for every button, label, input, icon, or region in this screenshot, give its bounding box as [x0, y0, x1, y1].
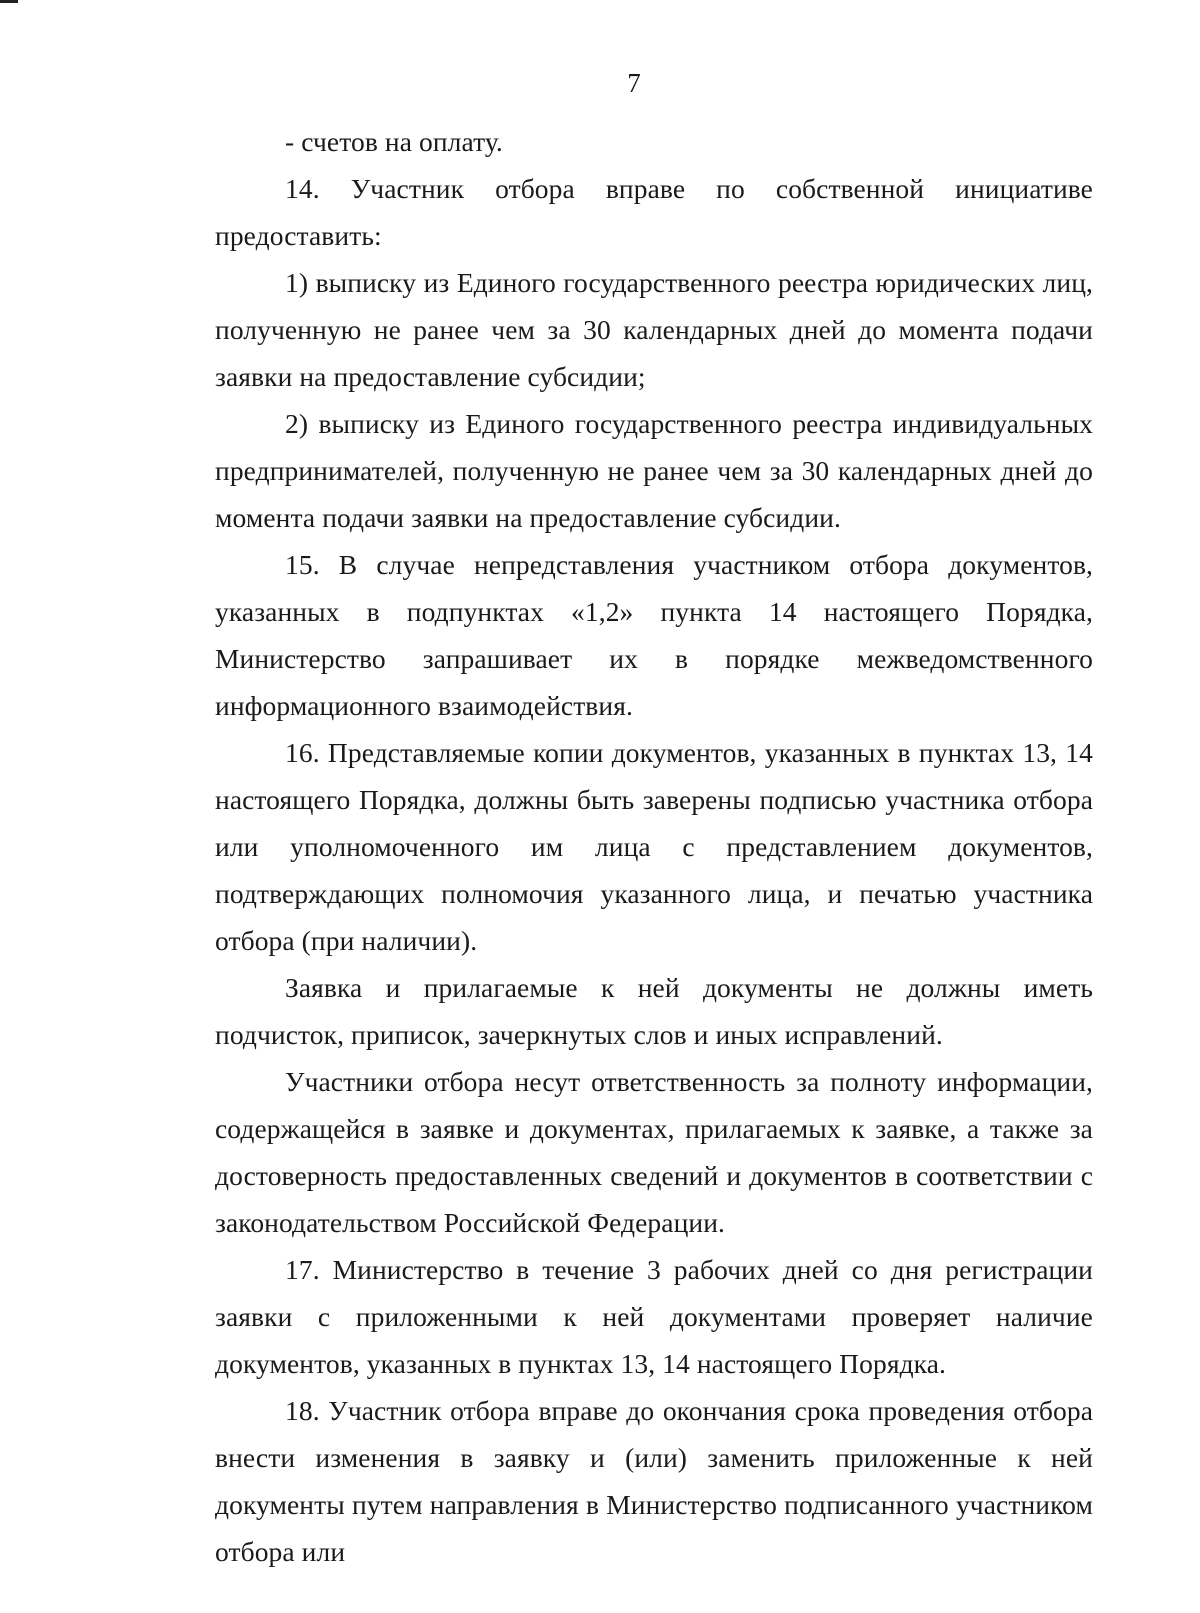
scan-edge-mark — [0, 0, 18, 3]
paragraph-16: 16. Представляемые копии документов, указанных в пунктах 13, 14 настоящего Порядка, должны быть заверены подписью участника отбора или уполномоченного им лица с представлением документов, подтверждающих полномочия указанного лица, и печатью участника отбора (при наличии). — [215, 737, 1093, 956]
paragraph-15: 15. В случае непредставления участником отбора документов, указанных в подпунктах «1,2» пункта 14 настоящего Порядка, Министерство запрашивает их в порядке межведомственного информационного взаимодействия. — [215, 549, 1093, 721]
paragraph-18: 18. Участник отбора вправе до окончания срока проведения отбора внести изменения в заявку и (или) заменить приложенные к ней документы путем направления в Министерство подписанного участником отбора или — [215, 1395, 1093, 1567]
paragraph-16-corrections: Заявка и прилагаемые к ней документы не должны иметь подчисток, приписок, зачеркнутых слов и иных исправлений. — [215, 972, 1093, 1050]
page-number: 7 — [627, 68, 641, 98]
paragraph-invoices: - счетов на оплату. — [285, 126, 503, 157]
document-body — [215, 118, 1093, 1575]
paragraph-14-item-1: 1) выписку из Единого государственного реестра юридических лиц, полученную не ранее чем за 30 календарных дней до момента подачи заявки на предоставление субсидии; — [215, 267, 1093, 392]
paragraph-14: 14. Участник отбора вправе по собственной инициативе предоставить: — [215, 173, 1093, 251]
paragraph-14-item-2: 2) выписку из Единого государственного реестра индивидуальных предпринимателей, полученную не ранее чем за 30 календарных дней до момента подачи заявки на предоставление субсидии. — [215, 408, 1093, 533]
paragraph-16-responsibility: Участники отбора несут ответственность за полноту информации, содержащейся в заявке и документах, прилагаемых к заявке, а также за достоверность предоставленных сведений и документов в соответствии с законодательством Российской Федерации. — [215, 1066, 1093, 1238]
paragraph-17: 17. Министерство в течение 3 рабочих дней со дня регистрации заявки с приложенными к ней документами проверяет наличие документов, указанных в пунктах 13, 14 настоящего Порядка. — [215, 1254, 1093, 1379]
